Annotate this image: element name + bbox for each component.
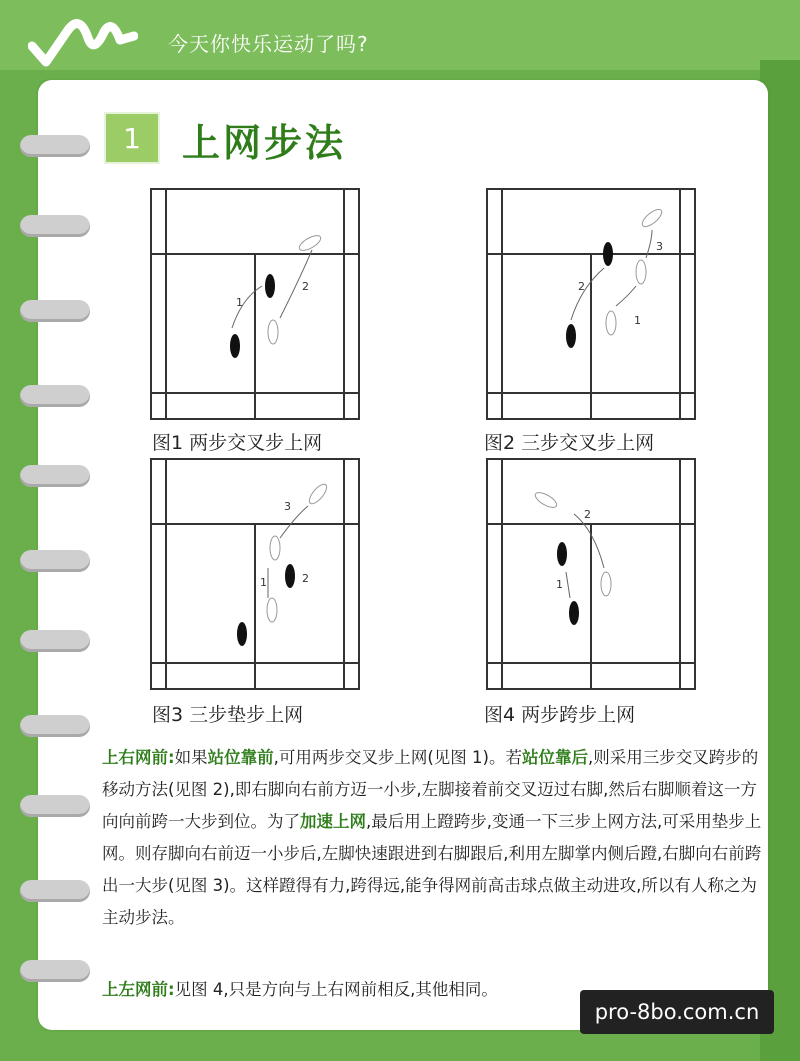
watermark: pro-8bo.com.cn: [580, 990, 774, 1034]
footprint-icon: [601, 572, 611, 596]
court-svg: [150, 188, 360, 420]
figure-caption-3: 图3 三步垫步上网: [152, 704, 304, 726]
court-diagram-4: [486, 458, 696, 690]
court-diagram-2: [486, 188, 696, 420]
step-number: 3: [656, 240, 663, 253]
footprint-icon: [640, 206, 665, 229]
footprint-icon: [566, 324, 576, 348]
binder-ring: [20, 385, 90, 407]
court-diagram-3: [150, 458, 360, 690]
figure-caption-1: 图1 两步交叉步上网: [152, 432, 323, 454]
step-number: 2: [584, 508, 591, 521]
court-svg: [486, 458, 696, 690]
paragraph-text: 见图 4,只是方向与上右网前相反,其他相同。: [174, 980, 498, 999]
footprint-icon: [636, 260, 646, 284]
step-number: 2: [302, 280, 309, 293]
footprint-icon: [306, 482, 329, 507]
step-number: 1: [556, 578, 563, 591]
step-number: 3: [284, 500, 291, 513]
footprint-icon: [297, 233, 323, 254]
figure-caption-2: 图2 三步交叉步上网: [484, 432, 655, 454]
binder-ring: [20, 215, 90, 237]
binder-ring: [20, 630, 90, 652]
paragraph-text: ,可用两步交叉步上网(见图 1)。若: [273, 748, 522, 767]
page-title: 上网步法: [182, 121, 347, 165]
footprint-icon: [606, 311, 616, 335]
binder-ring: [20, 135, 90, 157]
figure-caption-4: 图4 两步跨步上网: [484, 704, 636, 726]
paragraph-highlight: 加速上网: [300, 812, 366, 831]
step-number: 1: [260, 576, 267, 589]
step-number: 1: [236, 296, 243, 309]
footprint-icon: [230, 334, 240, 358]
paragraph-lead: 上左网前:: [102, 980, 175, 999]
paragraph-lead: 上右网前:: [102, 748, 175, 767]
binder-ring: [20, 880, 90, 902]
footprint-icon: [237, 622, 247, 646]
binder-ring: [20, 300, 90, 322]
top-title: 今天你快乐运动了吗?: [168, 32, 369, 56]
footprint-icon: [268, 320, 278, 344]
footprint-icon: [270, 536, 280, 560]
paragraph-highlight: 站位靠前: [207, 748, 274, 767]
paragraph-highlight: 站位靠后: [521, 748, 588, 767]
binder-ring: [20, 715, 90, 737]
paragraph-text: ,最后用上蹬跨步,变通一下三步上网方法,可采用垫步上网。则存脚向右前迈一小步后,左脚快速跟进到右脚跟后,利用左脚掌内侧后蹬,右脚向右前跨出一大步(见图 3)。这样蹬得有力,跨得远,能争得网前高击球点做主动进攻,所以有人称之为主动步法。: [102, 812, 762, 927]
footprint-icon: [533, 490, 559, 511]
footprint-icon: [285, 564, 295, 588]
footprint-icon: [569, 601, 579, 625]
binder-ring: [20, 465, 90, 487]
footprint-icon: [603, 242, 613, 266]
paragraph-text: ,则采用三步交叉跨步的移动方法(见图 2),即右脚向右前方迈一小步,左脚接着前交叉迈过右脚,然后右脚顺着这一方向向前跨一大步到位。为了: [102, 748, 759, 831]
step-number: 2: [578, 280, 585, 293]
binder-ring: [20, 960, 90, 982]
court-svg: [486, 188, 696, 420]
step-number: 1: [634, 314, 641, 327]
court-diagram-1: [150, 188, 360, 420]
section-number: 1: [104, 112, 160, 164]
step-number: 2: [302, 572, 309, 585]
binder-ring: [20, 550, 90, 572]
footprint-icon: [267, 598, 277, 622]
footprint-icon: [265, 274, 275, 298]
paragraph-text: 如果: [174, 748, 208, 767]
brand-logo: [28, 10, 138, 70]
court-svg: [150, 458, 360, 690]
paragraph-right-net: [102, 742, 770, 934]
footprint-icon: [557, 542, 567, 566]
binder-ring: [20, 795, 90, 817]
